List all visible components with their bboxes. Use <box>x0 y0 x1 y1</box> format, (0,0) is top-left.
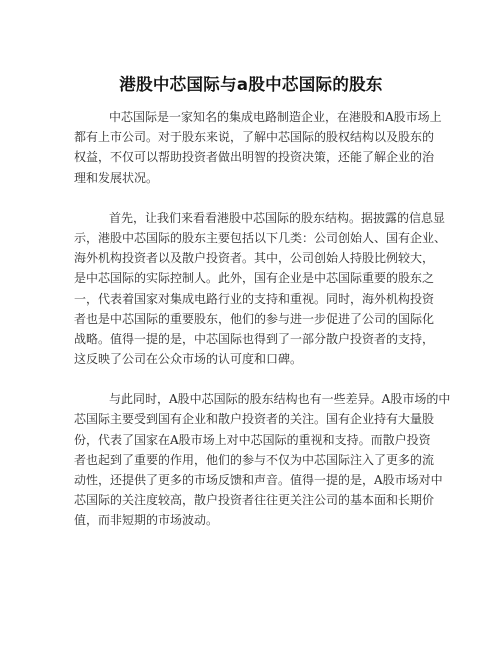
paragraph-line: 份，代表了国家在A股市场上对中芯国际的重视和支持。而散户投资 <box>74 432 431 447</box>
paragraph-line: 者也是中芯国际的重要股东，他们的参与进一步促进了公司的国际化 <box>74 311 435 326</box>
paragraph-line: 芯国际的关注度较高，散户投资者往往更关注公司的基本面和长期价 <box>74 493 435 508</box>
paragraph-line: 这反映了公司在公众市场的认可度和口碑。 <box>74 352 303 367</box>
document-body <box>0 107 502 531</box>
document-title: 港股中芯国际与a股中芯国际的股东 <box>119 75 383 94</box>
paragraph-line: 首先，让我们来看看港股中芯国际的股东结构。据披露的信息显 <box>109 210 446 225</box>
paragraph-1 <box>0 107 502 188</box>
paragraph-3 <box>0 389 502 530</box>
paragraph-line: 权益，不仅可以帮助投资者做出明智的投资决策，还能了解企业的治 <box>74 150 435 165</box>
paragraph-line: 都有上市公司。对于股东来说，了解中芯国际的股权结构以及股东的 <box>74 130 435 145</box>
paragraph-line: 海外机构投资者以及散户投资者。其中，公司创始人持股比例较大， <box>74 251 435 266</box>
paragraph-line: 示，港股中芯国际的股东主要包括以下几类：公司创始人、国有企业、 <box>74 230 447 245</box>
paragraph-line: 值，而非短期的市场波动。 <box>74 513 219 528</box>
paragraph-line: 战略。值得一提的是，中芯国际也得到了一部分散户投资者的支持， <box>74 331 435 346</box>
paragraph-line: 中芯国际是一家知名的集成电路制造企业，在港股和A股市场上 <box>109 110 442 124</box>
paragraph-line: 与此同时，A股中芯国际的股东结构也有一些差异。A股市场的中 <box>109 392 451 407</box>
paragraph-line: 理和发展状况。 <box>74 170 159 185</box>
paragraph-line: 芯国际主要受到国有企业和散户投资者的关注。国有企业持有大量股 <box>74 412 435 427</box>
paragraph-line: 一，代表着国家对集成电路行业的支持和重视。同时，海外机构投资 <box>74 291 435 306</box>
paragraph-line: 者也起到了重要的作用，他们的参与不仅为中芯国际注入了更多的流 <box>74 452 435 467</box>
paragraph-2 <box>0 208 502 370</box>
paragraph-line: 动性，还提供了更多的市场反馈和声音。值得一提的是，A股市场对中 <box>74 473 443 487</box>
paragraph-line: 是中芯国际的实际控制人。此外，国有企业是中芯国际重要的股东之 <box>74 271 435 286</box>
